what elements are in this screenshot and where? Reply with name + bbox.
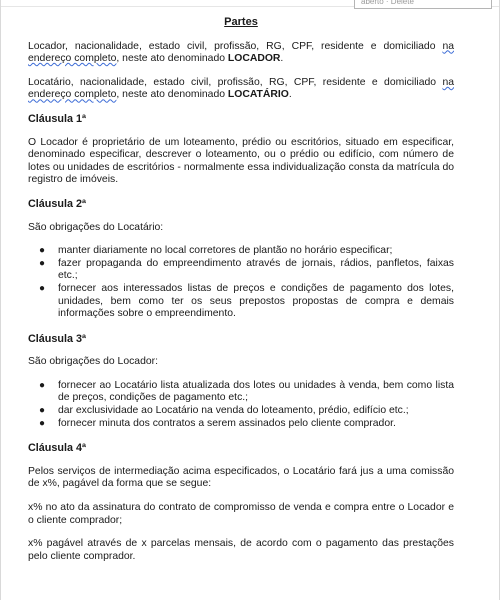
list-item [28, 258, 454, 283]
bullet-icon: ● [39, 405, 46, 417]
address-placeholder: na endereço completo [28, 40, 454, 65]
bullet-icon: ● [39, 245, 46, 257]
list-item-text: fornecer aos interessados listas de preços e condições de pagamento dos lotes, unidades, bem como ter os seus prepostos propostas de compra e demais informações sobre o empreendimento. [58, 282, 454, 320]
bullet-icon: ● [39, 282, 46, 294]
list-item-text: dar exclusividade ao Locatário na venda do loteamento, prédio, edifício etc.; [58, 405, 409, 417]
address-placeholder: na endereço completo [28, 76, 454, 101]
bullet-icon: ● [39, 257, 46, 269]
party-name: LOCADOR [227, 53, 281, 65]
clause-4-paragraph: Pelos serviços de intermediação acima especificados, o Locatário fará jus a uma comissão de x%, pagável da forma que se segue: [28, 465, 454, 490]
party-text: . [280, 53, 284, 65]
bullet-icon: ● [39, 417, 46, 429]
document-body [28, 16, 454, 574]
clause-4-heading: Cláusula 4ª [28, 442, 87, 455]
clause-3-heading: Cláusula 3ª [28, 332, 87, 345]
party-locatario [28, 77, 454, 102]
clause-2-heading: Cláusula 2ª [28, 197, 87, 210]
clause-1-text: O Locador é proprietário de um loteamento, prédio ou escritórios, situado em especificar, denominado especificar, descrever o loteamento, ou o prédio ou edifício, com número de lotes ou unidades de escritórios - normalmente essa individualização consta da matrícula do registro de imóveis. [28, 136, 454, 186]
clause-4-paragraph: x% pagável através de x parcelas mensais, de acordo com o pagamento das prestações pelo cliente comprador. [28, 538, 454, 562]
list-item [28, 283, 454, 321]
party-text: , neste ato denominado [116, 89, 228, 101]
list-item-text: fornecer minuta dos contratos a serem assinados pelo cliente comprador. [58, 417, 396, 429]
party-text: . [288, 89, 292, 101]
list-item [28, 245, 454, 258]
bullet-icon: ● [39, 379, 46, 391]
party-text: Locador, nacionalidade, estado civil, profissão, RG, CPF, residente e domiciliado [28, 40, 443, 52]
party-text: Locatário, nacionalidade, estado civil, profissão, RG, CPF, residente e domiciliado [28, 76, 443, 88]
list-item-text: fazer propaganda do empreendimento através de jornais, rádios, panfletos, faixas etc.; [58, 257, 454, 282]
clause-3-intro: São obrigações do Locador: [28, 356, 158, 368]
list-item [28, 418, 454, 431]
list-item [28, 380, 454, 405]
party-name: LOCATÁRIO [227, 89, 289, 101]
party-text: , neste ato denominado [116, 53, 228, 65]
list-item [28, 405, 454, 418]
clause-4-paragraph: x% no ato da assinatura do contrato de compromisso de venda e compra entre o Locador e o cliente comprador; [28, 502, 454, 526]
clause-1-heading: Cláusula 1ª [28, 112, 87, 125]
clause-2-list [28, 245, 454, 321]
list-item-text: manter diariamente no local corretores de plantão no horário especificar; [58, 245, 393, 257]
top-right-box: aberto · Delete [354, 0, 492, 9]
clause-3-list [28, 380, 454, 430]
list-item-text: fornecer ao Locatário lista atualizada dos lotes ou unidades à venda, bem como lista de preços, condições de pagamento etc.; [58, 379, 454, 404]
party-locador [28, 41, 454, 66]
page-left-edge [0, 0, 1, 600]
document-title: Partes [224, 16, 258, 28]
clause-2-intro: São obrigações do Locatário: [28, 221, 164, 233]
